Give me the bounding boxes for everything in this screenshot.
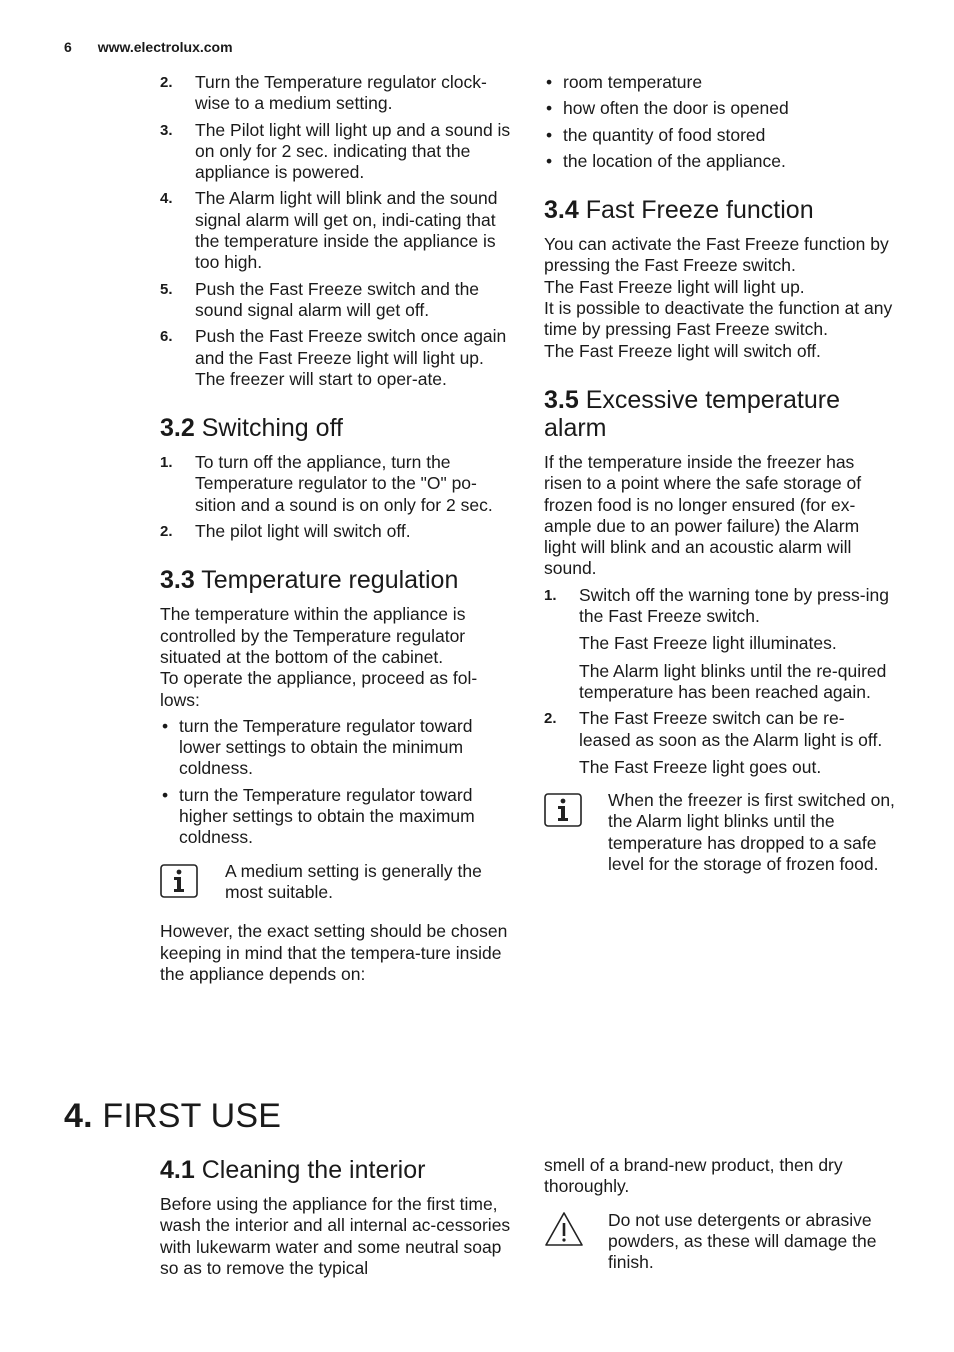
info-note: A medium setting is generally the most suitable. <box>160 861 515 904</box>
warning-note: Do not use detergents or abrasive powders, as these will damage the finish. <box>544 1210 896 1274</box>
list-item: • room temperature <box>546 72 703 92</box>
switching-off-steps <box>160 452 515 542</box>
list-item: • the quantity of food stored <box>546 124 766 145</box>
list-item: 2. Turn the Temperature regulator clock-wise to a medium setting. <box>160 72 487 114</box>
depends-on-bullets <box>544 72 896 172</box>
left-column <box>160 72 515 985</box>
chapter-4-left-column <box>160 1156 515 1279</box>
info-icon <box>544 793 582 832</box>
list-item: 1. To turn off the appliance, turn the Temperature regulator to the "O" po-sition and a sound is on only for 2 sec. <box>160 452 493 515</box>
regulation-bullets <box>160 716 515 849</box>
paragraph: The temperature within the appliance is controlled by the Temperature regulator situated at the bottom of the cabinet. <box>160 604 466 667</box>
list-item: 2. The pilot light will switch off. <box>160 521 411 542</box>
list-item: 5. Push the Fast Freeze switch and the sound signal alarm will get off. <box>160 278 480 320</box>
paragraph: However, the exact setting should be chosen keeping in mind that the tempera-ture inside the appliance depends on: <box>160 921 508 984</box>
section-heading-3-5: 3.5 Excessive temperature alarm <box>544 385 840 442</box>
section-heading-3-3: 3.3 Temperature regulation <box>160 566 459 595</box>
paragraph: smell of a brand-new product, then dry thoroughly. <box>544 1155 843 1197</box>
section-heading-3-4: 3.4 Fast Freeze function <box>544 196 814 225</box>
info-note: When the freezer is first switched on, the Alarm light blinks until the temperature has dropped to a safe level for the storage of frozen food. <box>544 790 896 875</box>
page-header <box>64 38 233 56</box>
right-column <box>544 72 896 875</box>
list-item: • turn the Temperature regulator toward lower settings to obtain the minimum coldness. <box>162 715 473 779</box>
paragraph: To operate the appliance, proceed as fol-lows: <box>160 668 478 710</box>
chapter-4-right-column <box>544 1155 896 1273</box>
list-item: • turn the Temperature regulator toward higher settings to obtain the maximum coldness. <box>162 784 475 848</box>
list-item: • the location of the appliance. <box>546 150 786 171</box>
section-heading-4-1: 4.1 Cleaning the interior <box>160 1156 426 1184</box>
list-item: 6. Push the Fast Freeze switch once again and the Fast Freeze light will light up. The freezer will start to oper-ate. <box>160 326 507 389</box>
chapter-heading: 4. FIRST USE <box>64 1097 282 1135</box>
paragraph: Before using the appliance for the first time, wash the interior and all internal ac-cessories with lukewarm water and some neutral soap so as to remove the typical <box>160 1194 511 1278</box>
alarm-steps <box>544 585 896 778</box>
section-heading-3-2: 3.2 Switching off <box>160 414 344 443</box>
list-item: 1. Switch off the warning tone by press-ing the Fast Freeze switch. The Fast Freeze light illuminates. The Alarm light blinks until the re-quired temperature has been reached again. <box>544 584 889 702</box>
list-item: 2. The Fast Freeze switch can be re-leased as soon as the Alarm light is off. The Fast Freeze light goes out. <box>544 708 883 777</box>
list-item: 3. The Pilot light will light up and a sound is on only for 2 sec. indicating that the appliance is powered. <box>160 119 511 183</box>
website-url[interactable]: www.electrolux.com <box>97 39 233 55</box>
warning-icon <box>544 1211 584 1252</box>
fast-freeze-text: You can activate the Fast Freeze function by pressing the Fast Freeze switch. The Fast Freeze light will light up. It is possible to deactivate the function at any time by pressing Fast Freeze switch. The Fast Freeze light will switch off. <box>544 234 893 361</box>
info-icon <box>160 864 198 903</box>
steps-list-continued <box>160 72 515 390</box>
list-item: 4. The Alarm light will blink and the sound signal alarm will get on, indi-cating that the temperature inside the appliance is too high. <box>160 188 498 273</box>
page-number: 6 <box>64 39 72 55</box>
list-item: • how often the door is opened <box>546 98 789 119</box>
paragraph: If the temperature inside the freezer has risen to a point where the safe storage of frozen food is no longer ensured (for ex-ample due to an power failure) the Alarm light will blink and an acoustic alarm will sound. <box>544 451 862 579</box>
